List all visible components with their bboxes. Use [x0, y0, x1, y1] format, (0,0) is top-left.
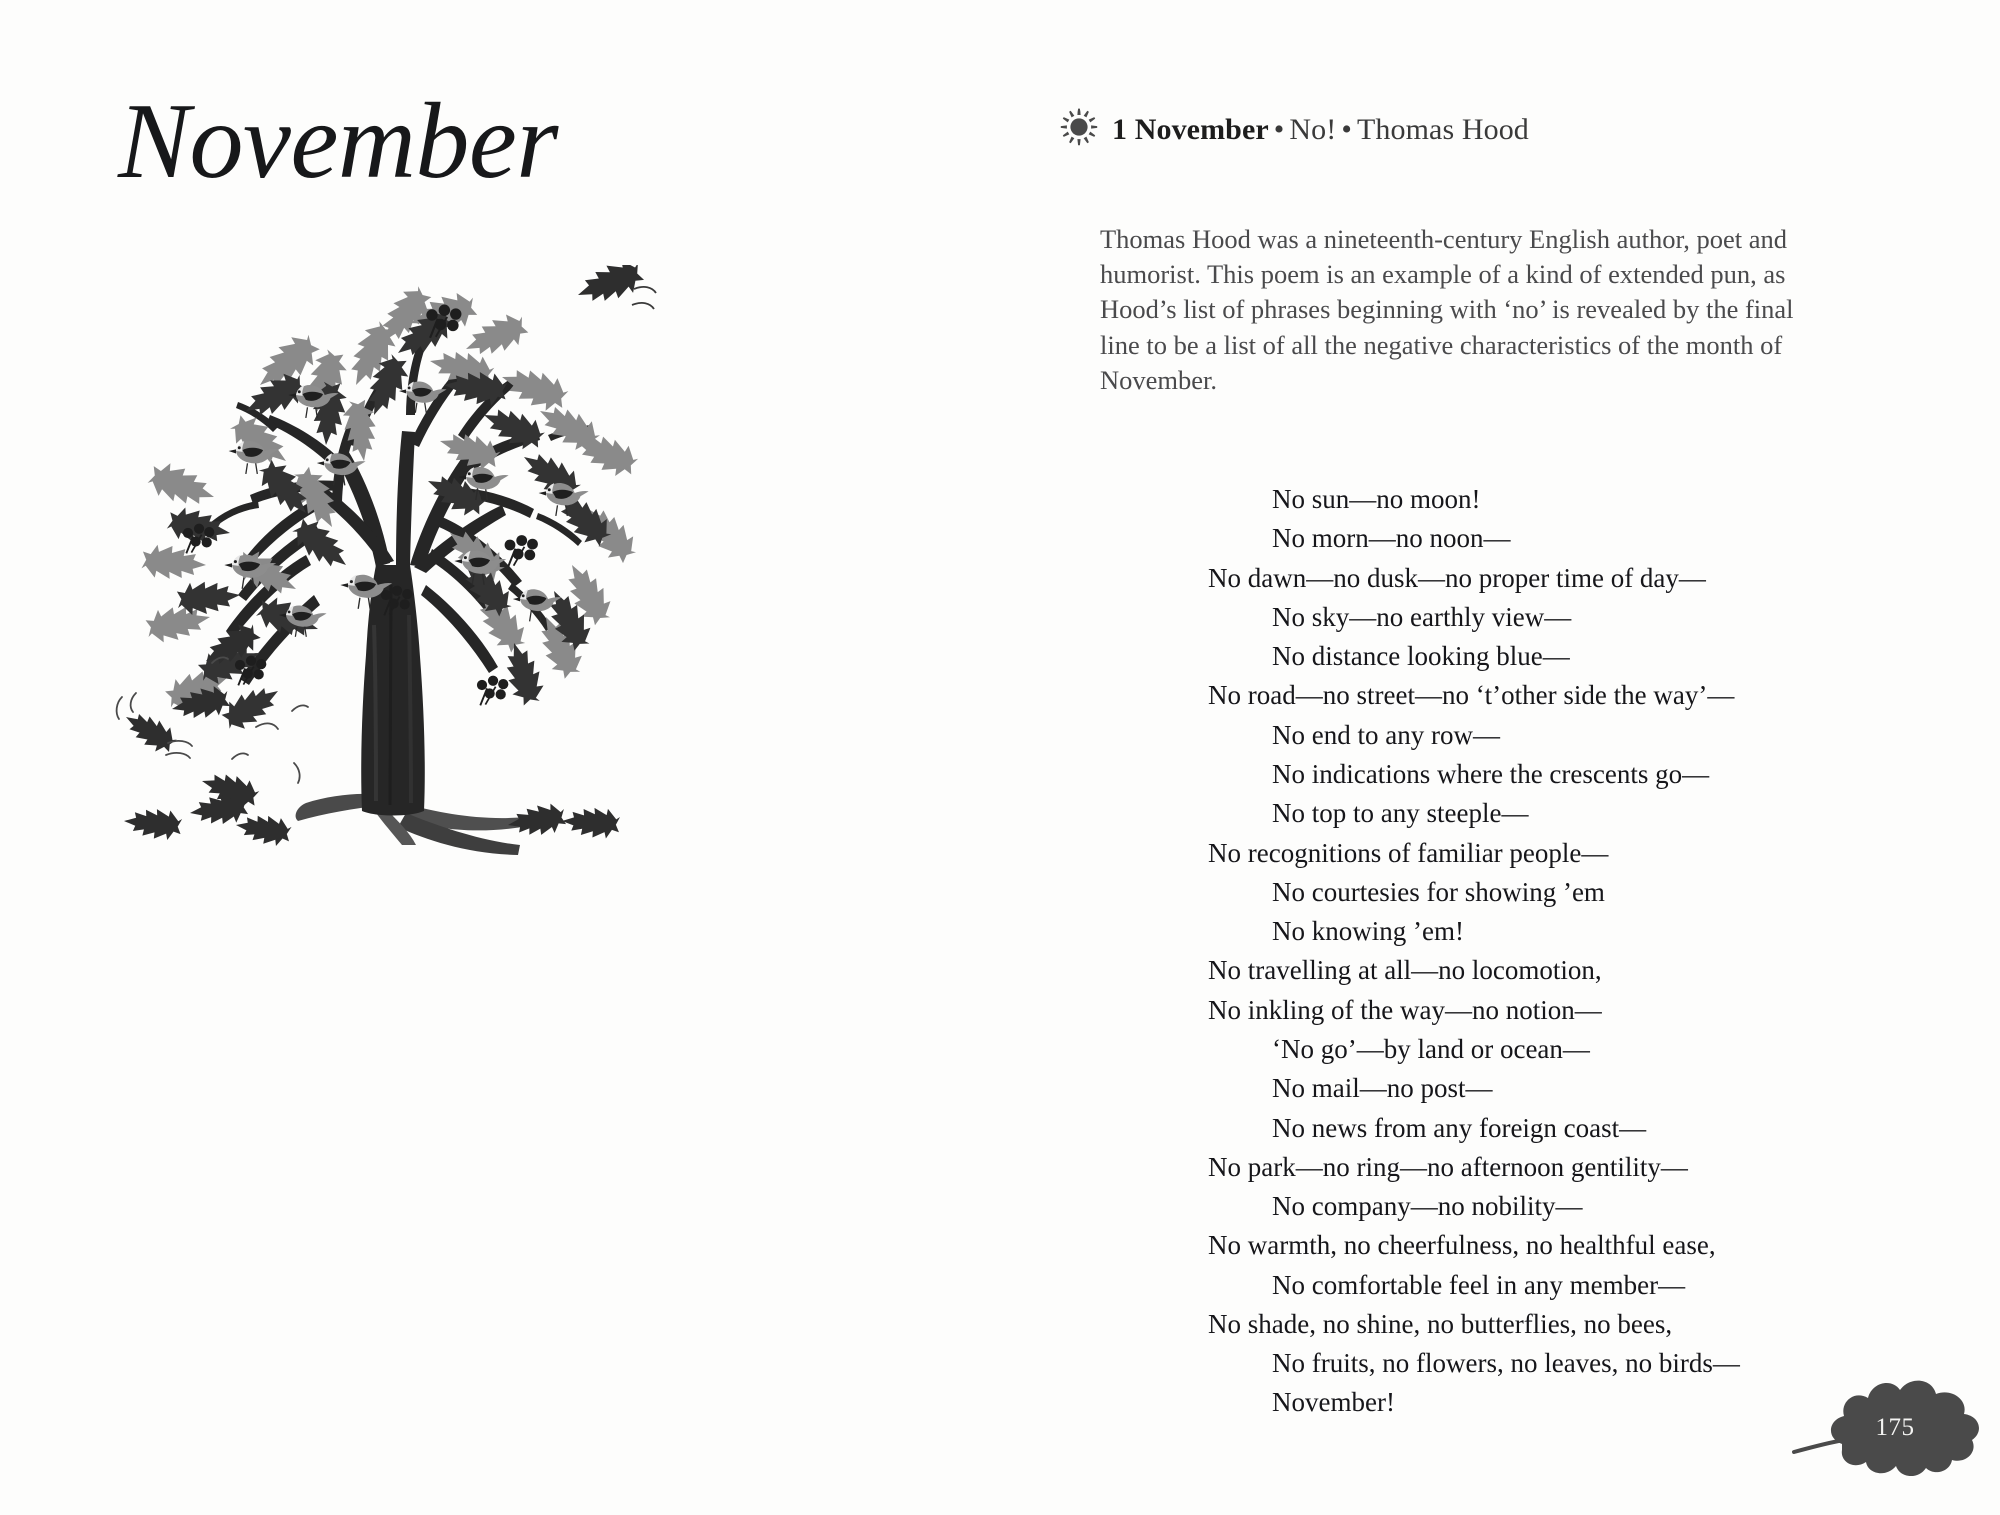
poem-line: No inkling of the way—no notion— [1208, 994, 1602, 1025]
poem-line: No fruits, no flowers, no leaves, no birds— [1272, 1348, 1740, 1379]
poem-body [1208, 480, 1908, 1423]
right-page [1060, 0, 2000, 1515]
poem-line: No morn—no noon— [1272, 523, 1511, 554]
poem-line: No top to any steeple— [1272, 798, 1529, 829]
poem-title: No! [1289, 112, 1337, 146]
header-separator-2: • [1341, 112, 1352, 146]
poem-line: No road—no street—no ‘t’other side the way’— [1208, 680, 1735, 711]
poem-line: No sky—no earthly view— [1272, 601, 1572, 632]
entry-date: 1 November [1112, 112, 1269, 146]
entry-header-text [1112, 113, 1529, 147]
entry-header [1060, 108, 1529, 151]
poem-line: No indications where the crescents go— [1272, 758, 1710, 789]
intro-paragraph: Thomas Hood was a nineteenth-century English author, poet and humorist. This poem is an example of a kind of extended pun, as Hood’s list of phrases beginning with ‘no’ is revealed by the final line to be a list of all the negative characteristics of the month of November. [1100, 224, 1794, 395]
poem-line: No park—no ring—no afternoon gentility— [1208, 1151, 1688, 1182]
page-number: 175 [1875, 1414, 1915, 1441]
header-separator-1: • [1273, 112, 1285, 146]
oak-tree-illustration [110, 265, 680, 865]
poem-line: ‘No go’—by land or ocean— [1272, 1033, 1590, 1064]
poem-line: No comfortable feel in any member— [1272, 1269, 1686, 1300]
poem-line: November! [1272, 1387, 1395, 1418]
poem-line: No travelling at all—no locomotion, [1208, 955, 1602, 986]
poem-author: Thomas Hood [1356, 112, 1529, 146]
poem-line: No sun—no moon! [1272, 484, 1481, 514]
poem-line: No mail—no post— [1272, 1073, 1493, 1104]
poem-line: No news from any foreign coast— [1272, 1112, 1647, 1143]
poem-line: No knowing ’em! [1272, 916, 1464, 947]
sun-icon [1060, 108, 1098, 151]
page-title: November [118, 82, 558, 201]
poem-line: No company—no nobility— [1272, 1191, 1583, 1222]
left-page [0, 0, 800, 1515]
poem-line: No courtesies for showing ’em [1272, 876, 1605, 907]
poem-line: No warmth, no cheerfulness, no healthful ease, [1208, 1230, 1716, 1261]
poem-line: No distance looking blue— [1272, 641, 1570, 672]
poem-line: No dawn—no dusk—no proper time of day— [1208, 562, 1706, 593]
poem-line: No recognitions of familiar people— [1208, 837, 1609, 868]
poem-line: No shade, no shine, no butterflies, no bees, [1208, 1308, 1673, 1339]
poem-line: No end to any row— [1272, 719, 1500, 750]
page-number-badge [1786, 1368, 1996, 1488]
